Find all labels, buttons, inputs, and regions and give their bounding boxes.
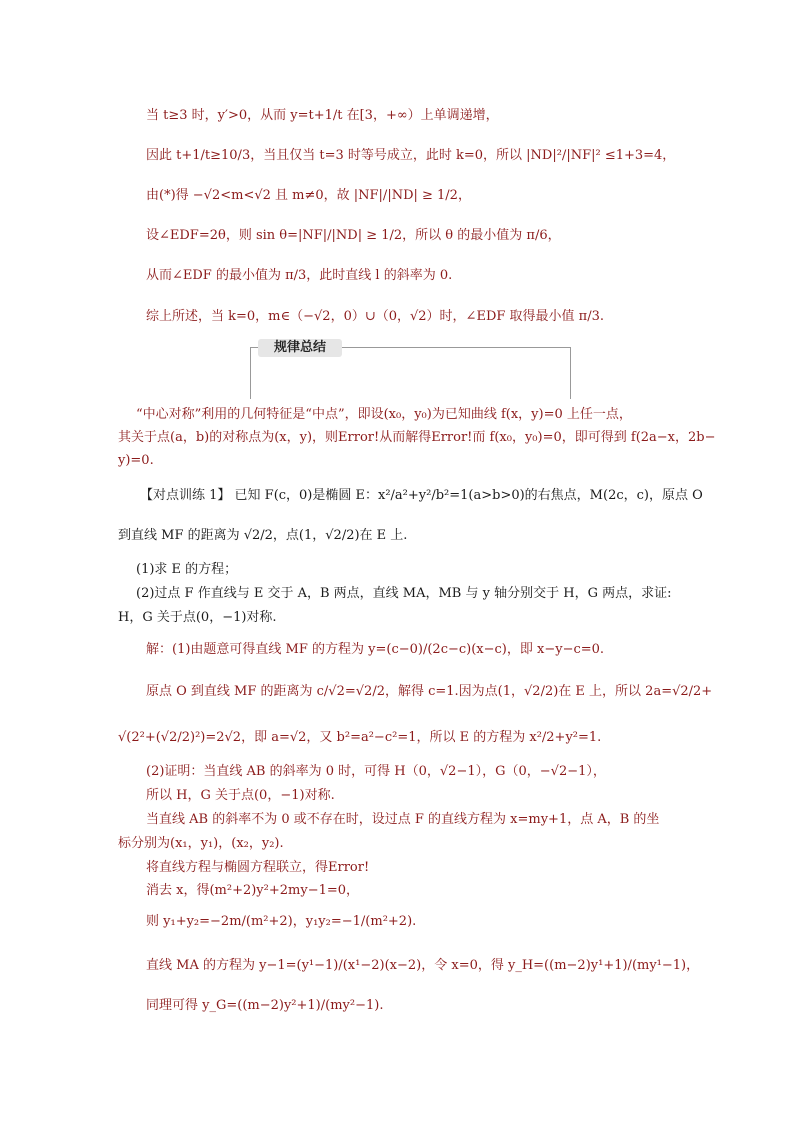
- summary-box-border: [570, 347, 571, 399]
- exercise-line-3: (1)求 E 的方程；: [136, 562, 238, 577]
- summary-line-1: “中心对称”利用的几何特征是“中点”，即设(x₀，y₀)为已知曲线 f(x，y)=0 上任一点，: [136, 407, 632, 422]
- proof-line-1: 当 t≥3 时，y′>0，从而 y=t+1/t 在[3，+∞）上单调递增，: [146, 108, 499, 123]
- proof-line-3: 由(*)得 −√2<m<√2 且 m≠0，故 |NF|/|ND| ≥ 1/2，: [146, 188, 471, 203]
- solution-line-7: 标分别为(x₁，y₁)，(x₂，y₂).: [118, 836, 284, 851]
- solution-line-8: 将直线方程与椭圆方程联立，得Error!: [146, 860, 370, 875]
- solution-line-5: 所以 H，G 关于点(0，−1)对称.: [146, 788, 335, 803]
- proof-line-6: 综上所述，当 k=0，m∈（−√2，0）∪（0，√2）时，∠EDF 取得最小值 π/3.: [146, 309, 604, 324]
- solution-line-6: 当直线 AB 的斜率不为 0 或不存在时，设过点 F 的直线方程为 x=my+1，点 A，B 的坐: [146, 812, 660, 827]
- solution-line-3: √(2²+(√2/2)²)=2√2，即 a=√2，又 b²=a²−c²=1，所以 E 的方程为 x²/2+y²=1.: [118, 730, 602, 745]
- solution-line-2: 原点 O 到直线 MF 的距离为 c/√2=√2/2，解得 c=1.因为点(1，√2/2)在 E 上，所以 2a=√2/2+: [146, 684, 713, 699]
- solution-line-11: 直线 MA 的方程为 y−1=(y¹−1)/(x¹−2)(x−2)，令 x=0，得 y_H=((m−2)y¹+1)/(my¹−1)，: [146, 958, 700, 973]
- summary-line-3: y)=0.: [118, 453, 154, 468]
- summary-box-border: [342, 347, 570, 348]
- solution-line-10: 则 y₁+y₂=−2m/(m²+2)，y₁y₂=−1/(m²+2).: [146, 914, 417, 929]
- proof-line-4: 设∠EDF=2θ，则 sin θ=|NF|/|ND| ≥ 1/2，所以 θ 的最小值为 π/6，: [146, 228, 561, 243]
- proof-line-5: 从而∠EDF 的最小值为 π/3，此时直线 l 的斜率为 0.: [146, 268, 453, 283]
- solution-line-1: 解：(1)由题意可得直线 MF 的方程为 y=(c−0)/(2c−c)(x−c)，即 x−y−c=0.: [146, 642, 605, 657]
- solution-line-4: (2)证明：当直线 AB 的斜率为 0 时，可得 H（0，√2−1），G（0，−√2−1），: [146, 764, 606, 779]
- summary-box-title: 规律总结: [258, 339, 342, 357]
- solution-line-12: 同理可得 y_G=((m−2)y²+1)/(my²−1).: [146, 998, 384, 1013]
- summary-line-2: 其关于点(a，b)的对称点为(x，y)，则Error!从而解得Error!而 f(x₀，y₀)=0，即可得到 f(2a−x，2b−: [118, 430, 716, 445]
- exercise-line-1: 【对点训练 1】 已知 F(c，0)是椭圆 E：x²/a²+y²/b²=1(a>b>0)的右焦点，M(2c，c)，原点 O: [140, 488, 703, 503]
- exercise-line-2: 到直线 MF 的距离为 √2/2，点(1，√2/2)在 E 上.: [118, 528, 408, 543]
- summary-box-border: [250, 347, 258, 348]
- exercise-line-5: H，G 关于点(0，−1)对称.: [118, 610, 277, 625]
- summary-box-border: [250, 347, 251, 399]
- exercise-line-4: (2)过点 F 作直线与 E 交于 A，B 两点，直线 MA，MB 与 y 轴分别交于 H，G 两点，求证:: [136, 586, 672, 601]
- proof-line-2: 因此 t+1/t≥10/3，当且仅当 t=3 时等号成立，此时 k=0，所以 |ND|²/|NF|² ≤1+3=4，: [146, 148, 676, 163]
- solution-line-9: 消去 x，得(m²+2)y²+2my−1=0，: [146, 883, 360, 898]
